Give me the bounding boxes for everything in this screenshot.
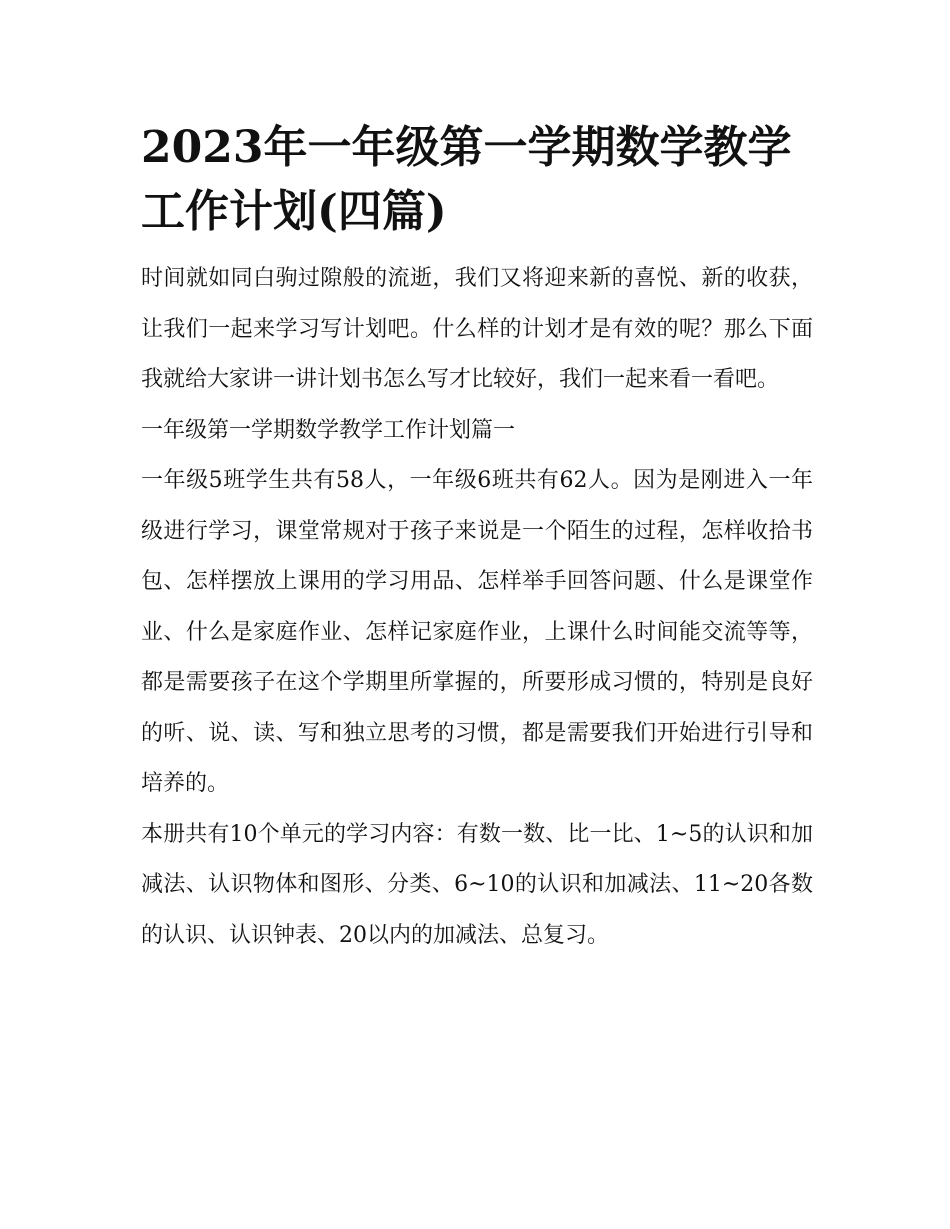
section-heading: 一年级第一学期数学教学工作计划篇一 xyxy=(141,417,516,443)
units-paragraph: 本册共有10个单元的学习内容：有数一数、比一比、1~5的认识和加减法、认识物体和图形、分类、6~10的认识和加减法、11~20各数的认识、认识钟表、20以内的加减法、总复习。 xyxy=(141,821,813,948)
intro-paragraph: 时间就如同白驹过隙般的流逝，我们又将迎来新的喜悦、新的收获，让我们一起来学习写计划吧。什么样的计划才是有效的呢？那么下面我就给大家讲一讲计划书怎么写才比较好，我们一起来看一看吧。 xyxy=(141,266,813,392)
document-body xyxy=(141,116,813,961)
class-info-paragraph: 一年级5班学生共有58人，一年级6班共有62人。因为是刚进入一年级进行学习，课堂常规对于孩子来说是一个陌生的过程，怎样收拾书包、怎样摆放上课用的学习用品、怎样举手回答问题、什么是课堂作业、什么是家庭作业、怎样记家庭作业，上课什么时间能交流等等，都是需要孩子在这个学期里所掌握的，所要形成习惯的，特别是良好的听、说、读、写和独立思考的习惯，都是需要我们开始进行引导和培养的。 xyxy=(141,468,814,796)
document-title: 2023年一年级第一学期数学教学工作计划(四篇) xyxy=(141,122,792,237)
